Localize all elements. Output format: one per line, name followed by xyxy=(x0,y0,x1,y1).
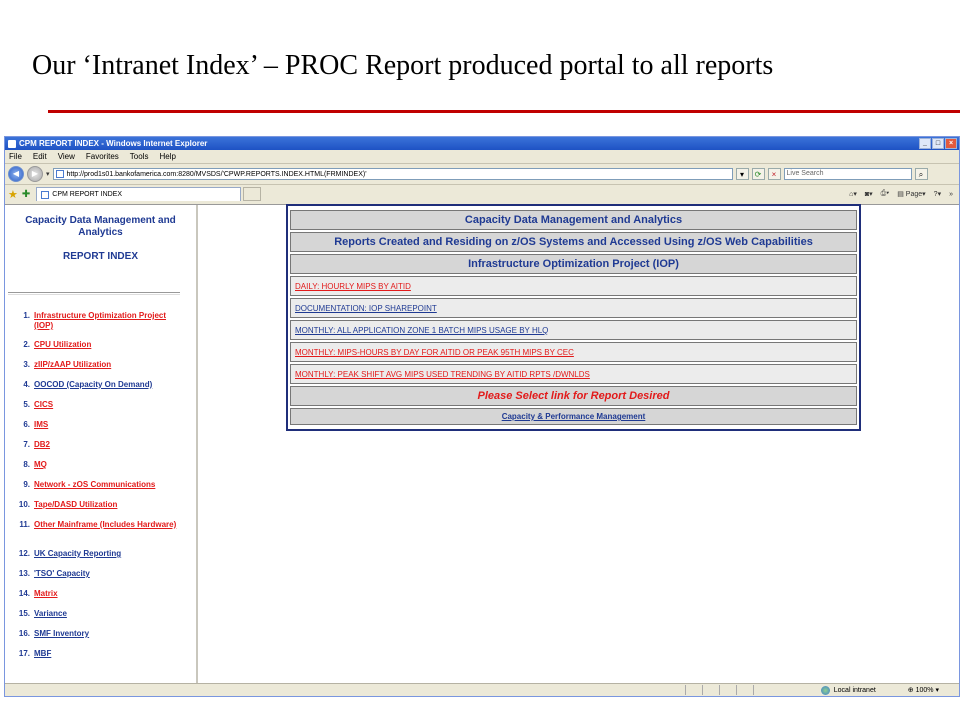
report-table xyxy=(286,204,861,431)
intranet-zone-icon xyxy=(821,686,830,695)
maximize-button[interactable]: □ xyxy=(932,138,944,149)
close-button[interactable]: × xyxy=(945,138,957,149)
search-input[interactable]: Live Search xyxy=(784,168,912,180)
add-favorites-icon[interactable]: ✚ xyxy=(21,188,31,200)
list-item xyxy=(11,400,193,420)
page-menu-label: Page xyxy=(905,191,923,198)
left-subheading: REPORT INDEX xyxy=(62,251,138,262)
menu-edit[interactable]: Edit xyxy=(32,152,47,161)
item-number: 14. xyxy=(18,589,30,598)
item-number: 4. xyxy=(23,380,30,389)
tab-label: CPM REPORT INDEX xyxy=(52,191,123,198)
feeds-icon[interactable]: ◙▾ xyxy=(864,191,873,198)
list-item xyxy=(11,609,193,629)
list-item xyxy=(11,360,193,380)
list-item xyxy=(11,549,193,569)
zoom-control[interactable]: ⊕ 100% ▾ xyxy=(907,687,939,694)
link-mbf[interactable]: MBF xyxy=(34,649,52,658)
link-daily-hourly-mips[interactable]: DAILY: HOURLY MIPS BY AITID xyxy=(290,276,857,296)
link-smf-inventory[interactable]: SMF Inventory xyxy=(34,629,90,638)
menu-file[interactable]: File xyxy=(9,152,22,161)
print-icon[interactable]: ⎙▾ xyxy=(880,190,890,197)
link-uk-capacity[interactable]: UK Capacity Reporting xyxy=(34,549,122,558)
tab-page-icon xyxy=(41,191,49,199)
status-segment xyxy=(685,685,702,695)
chevron-icon[interactable]: » xyxy=(949,190,953,198)
status-bar xyxy=(5,683,959,696)
table-project-heading: Infrastructure Optimization Project (IOP) xyxy=(290,254,857,274)
left-frame xyxy=(5,205,198,684)
menu-favorites[interactable]: Favorites xyxy=(85,152,119,161)
page-menu-icon: ▤ xyxy=(897,191,904,198)
menu-help[interactable]: Help xyxy=(159,152,176,161)
help-icon[interactable]: ?▾ xyxy=(933,191,942,198)
link-documentation-iop[interactable]: DOCUMENTATION: IOP SHAREPOINT xyxy=(290,298,857,318)
status-segment xyxy=(719,685,736,695)
item-number: 8. xyxy=(23,460,30,469)
list-item xyxy=(11,480,193,500)
link-tape-dasd[interactable]: Tape/DASD Utilization xyxy=(34,500,118,509)
history-dropdown-icon[interactable]: ▾ xyxy=(46,171,50,178)
table-subtitle: Reports Created and Residing on z/OS Systems and Accessed Using z/OS Web Capabilities xyxy=(290,232,857,252)
left-heading: Capacity Data Management and Analytics xyxy=(25,215,176,238)
link-capacity-performance[interactable]: Capacity & Performance Management xyxy=(290,408,857,425)
item-number: 7. xyxy=(23,440,30,449)
slide-title: Our ‘Intranet Index’ – PROC Report produced portal to all reports xyxy=(32,50,774,81)
link-tso-capacity[interactable]: 'TSO' Capacity xyxy=(34,569,90,578)
window-title: CPM REPORT INDEX - Windows Internet Explorer xyxy=(19,139,208,148)
refresh-button[interactable]: ⟳ xyxy=(752,168,765,180)
item-number: 11. xyxy=(19,520,30,529)
stop-button[interactable]: × xyxy=(768,168,781,180)
status-segment xyxy=(736,685,753,695)
minimize-button[interactable]: _ xyxy=(919,138,931,149)
list-item xyxy=(11,589,193,609)
link-ziip-zaap[interactable]: zIIP/zAAP Utilization xyxy=(34,360,112,369)
menu-tools[interactable]: Tools xyxy=(129,152,149,161)
link-monthly-peak-shift[interactable]: MONTHLY: PEAK SHIFT AVG MIPS USED TRENDING BY AITID RPTS /DWNLDS xyxy=(290,364,857,384)
status-zone: Local intranet xyxy=(833,686,876,694)
list-item xyxy=(11,569,193,589)
favorites-star-icon[interactable]: ★ xyxy=(8,188,18,201)
window-titlebar xyxy=(5,137,959,150)
select-prompt: Please Select link for Report Desired xyxy=(290,386,857,406)
link-other-mainframe[interactable]: Other Mainframe (Includes Hardware) xyxy=(34,520,177,529)
link-monthly-batch-mips[interactable]: MONTHLY: ALL APPLICATION ZONE 1 BATCH MIPS USAGE BY HLQ xyxy=(290,320,857,340)
item-number: 6. xyxy=(23,420,30,429)
link-network[interactable]: Network - zOS Communications xyxy=(34,480,156,489)
left-divider xyxy=(8,292,180,295)
link-variance[interactable]: Variance xyxy=(34,609,67,618)
item-number: 9. xyxy=(23,480,30,489)
zoom-icon: ⊕ xyxy=(907,687,914,694)
page-icon xyxy=(56,170,64,178)
report-index-list xyxy=(11,311,193,669)
list-item xyxy=(11,380,193,400)
list-item xyxy=(11,500,193,520)
forward-button[interactable]: ▶ xyxy=(27,166,43,182)
ie-icon xyxy=(8,140,16,148)
link-mq[interactable]: MQ xyxy=(34,460,47,469)
item-number: 5. xyxy=(23,400,30,409)
status-segment xyxy=(702,685,719,695)
item-number: 15. xyxy=(18,609,30,618)
zoom-level: 100% xyxy=(915,687,934,694)
list-item xyxy=(11,440,193,460)
item-number: 10. xyxy=(18,500,30,509)
browser-window xyxy=(4,136,960,697)
item-number: 1. xyxy=(23,311,30,320)
link-db2[interactable]: DB2 xyxy=(34,440,51,449)
link-cics[interactable]: CICS xyxy=(34,400,54,409)
menu-view[interactable]: View xyxy=(57,152,75,161)
table-title: Capacity Data Management and Analytics xyxy=(290,210,857,230)
item-number: 16. xyxy=(18,629,30,638)
list-item xyxy=(11,629,193,649)
item-number: 12. xyxy=(18,549,30,558)
page-content xyxy=(5,204,959,684)
link-iop[interactable]: Infrastructure Optimization Project (IOP) xyxy=(34,311,167,330)
link-ims[interactable]: IMS xyxy=(34,420,49,429)
list-item xyxy=(11,340,193,360)
link-cpu-utilization[interactable]: CPU Utilization xyxy=(34,340,92,349)
new-tab-button[interactable] xyxy=(243,187,261,201)
link-matrix[interactable]: Matrix xyxy=(34,589,58,598)
url-input[interactable] xyxy=(53,168,733,180)
address-bar xyxy=(5,163,959,184)
item-number: 2. xyxy=(23,340,30,349)
item-number: 17. xyxy=(18,649,30,658)
page-menu[interactable]: ▤ Page▾ xyxy=(897,191,926,198)
link-monthly-mips-hours[interactable]: MONTHLY: MIPS-HOURS BY DAY FOR AITID OR PEAK 95TH MIPS BY CEC xyxy=(290,342,857,362)
command-bar xyxy=(849,190,959,198)
menu-bar xyxy=(5,150,959,163)
home-icon[interactable]: ⌂▾ xyxy=(849,191,857,198)
url-dropdown-button[interactable]: ▾ xyxy=(736,168,749,180)
back-button[interactable]: ◀ xyxy=(8,166,24,182)
item-number: 3. xyxy=(23,360,30,369)
list-item xyxy=(11,520,193,549)
title-rule xyxy=(48,110,960,113)
link-oocod[interactable]: OOCOD (Capacity On Demand) xyxy=(34,380,153,389)
item-number: 13. xyxy=(18,569,30,578)
list-item xyxy=(11,460,193,480)
url-text: http://prod1s01.bankofamerica.com:8280/MVSDS/'CPWP.REPORTS.INDEX.HTML(FRMINDEX)' xyxy=(66,170,367,178)
list-item xyxy=(11,420,193,440)
list-item xyxy=(11,311,193,340)
tab-cpm-report-index[interactable] xyxy=(36,187,241,201)
search-button[interactable]: ⌕ xyxy=(915,168,928,180)
list-item xyxy=(11,649,193,669)
status-segment xyxy=(753,685,770,695)
tab-bar xyxy=(5,184,959,203)
